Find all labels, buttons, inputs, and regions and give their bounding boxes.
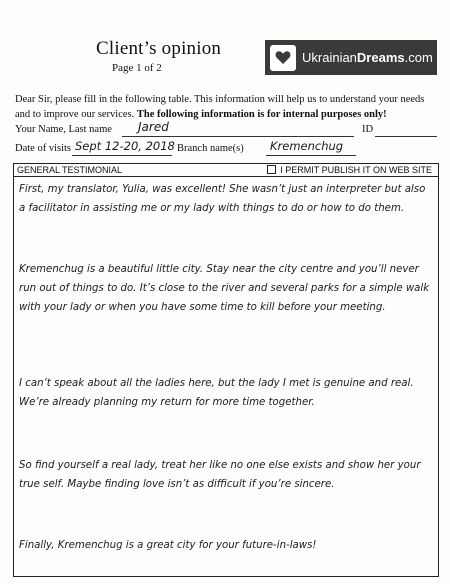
publish-permission (267, 164, 432, 176)
branch-label: Branch name(s) (177, 143, 244, 154)
date-label: Date of visits (15, 143, 71, 154)
id-label: ID (362, 124, 374, 135)
testimonial-header (13, 163, 439, 177)
page-number: Page 1 of 2 (112, 62, 162, 74)
heart-icon (270, 45, 296, 71)
section-title: GENERAL TESTIMONIAL (17, 165, 123, 175)
testimonial-paragraph-1: First, my translator, Yulia, was excellent! She wasn’t just an interpreter but also a facilitator in assisting me or my lady with things to do or how to do them. (19, 184, 426, 214)
publish-permission-label: I PERMIT PUBLISH IT ON WEB SITE (280, 165, 432, 175)
name-underline (122, 136, 354, 137)
name-label: Your Name, Last name (15, 124, 112, 135)
intro-bold-note: The following information is for internal purposes only! (136, 109, 387, 120)
intro-sentence: Dear Sir, please fill in the following table. This information will help us to understand your needs and to improve our services. (15, 94, 425, 120)
branch-underline (266, 155, 356, 156)
testimonial-paragraph-3: I can’t speak about all the ladies here, but the lady I met is genuine and real. We’re already planning my return for more time together. (19, 378, 414, 408)
publish-checkbox[interactable] (267, 165, 276, 174)
testimonial-paragraph-2: Kremenchug is a beautiful little city. Stay near the city centre and you’ll never run out of things to do. It’s close to the river and several parks for a simple walk with your lady or when you have some time to kill before your meeting. (19, 264, 430, 313)
name-value: Jared (138, 120, 169, 134)
form-title: Client’s opinion (96, 38, 222, 59)
intro-text (15, 92, 440, 122)
testimonial-paragraph-4: So find yourself a real lady, treat her like no one else exists and show her your true self. Maybe finding love isn’t as difficult if you’re sincere. (19, 460, 421, 490)
testimonial-paragraph-5: Finally, Kremenchug is a great city for your future-in-laws! (19, 540, 317, 551)
date-underline (72, 155, 172, 156)
id-underline (375, 136, 437, 137)
date-value: Sept 12-20, 2018 (75, 139, 175, 153)
branch-value: Kremenchug (270, 139, 344, 153)
logo-text: UkrainianDreams.com (302, 50, 433, 65)
ukrainiandreams-logo (265, 40, 437, 75)
